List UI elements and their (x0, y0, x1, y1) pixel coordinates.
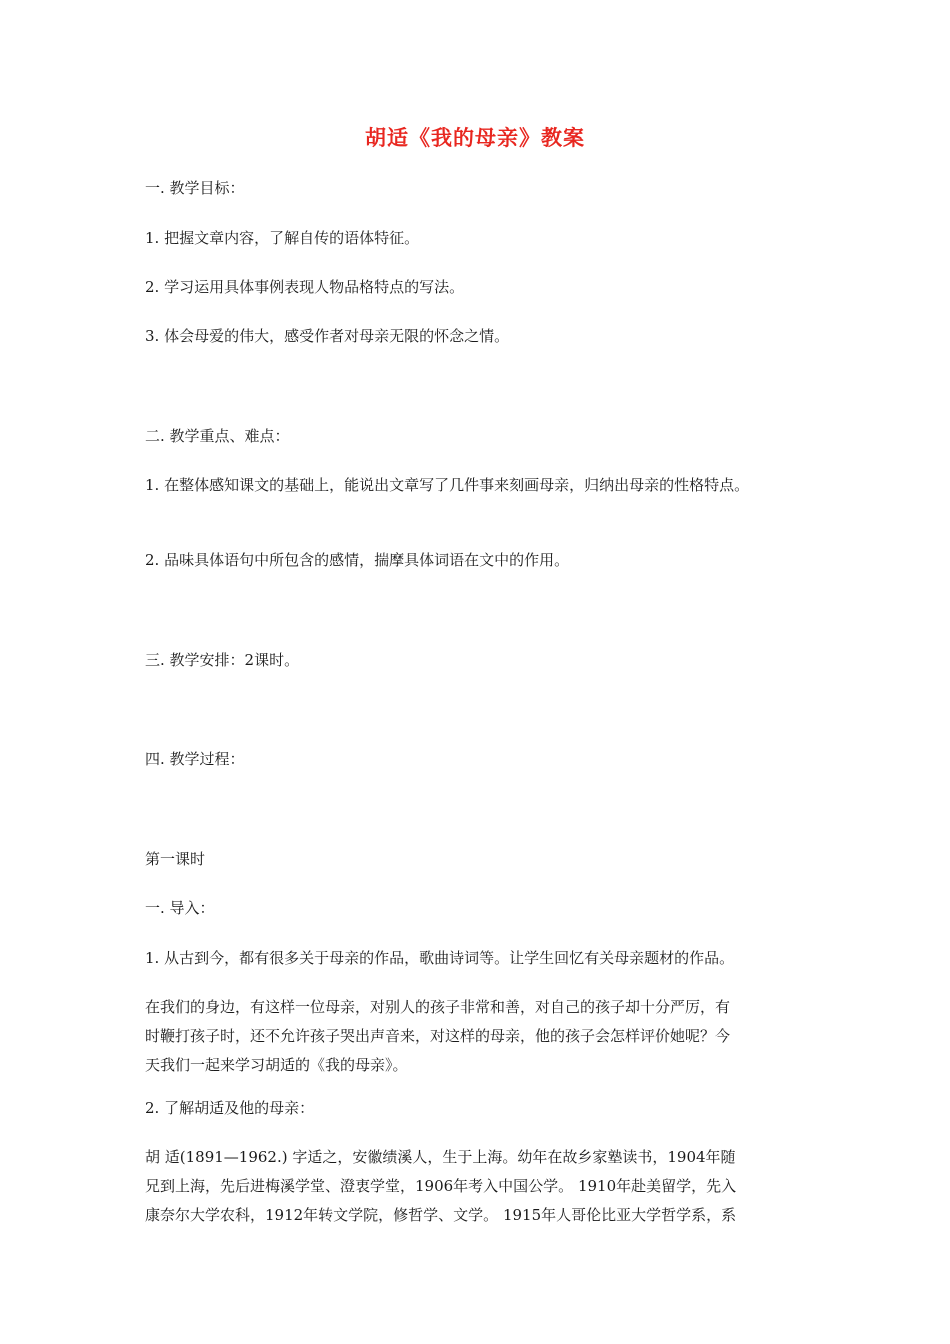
section-heading-key-points: 二. 教学重点、难点： (145, 427, 290, 445)
lesson-heading: 第一课时 (145, 850, 206, 868)
biography-paragraph (145, 1143, 805, 1230)
objective-item: 3. 体会母爱的伟大，感受作者对母亲无限的怀念之情。 (145, 327, 510, 345)
key-point-item: 1. 在整体感知课文的基础上，能说出文章写了几件事来刻画母亲，归纳出母亲的性格特点。 (145, 476, 750, 494)
objective-item: 2. 学习运用具体事例表现人物品格特点的写法。 (145, 278, 465, 296)
intro-item: 2. 了解胡适及他的母亲： (145, 1099, 315, 1117)
section-heading-objectives: 一. 教学目标： (145, 179, 245, 197)
intro-paragraph (145, 993, 805, 1080)
paragraph-line: 在我们的身边，有这样一位母亲，对别人的孩子非常和善，对自己的孩子却十分严厉，有 (145, 998, 731, 1016)
paragraph-line: 兄到上海，先后进梅溪学堂、澄衷学堂，1906年考入中国公学。 1910年赴美留学，先入 (145, 1177, 737, 1195)
objective-item: 1. 把握文章内容，了解自传的语体特征。 (145, 229, 420, 247)
document-title: 胡适《我的母亲》教案 (365, 125, 585, 150)
section-heading-process: 四. 教学过程： (145, 750, 245, 768)
subsection-heading-intro: 一. 导入： (145, 899, 215, 917)
paragraph-line: 胡 适(1891—1962.) 字适之，安徽绩溪人，生于上海。幼年在故乡家塾读书，1904年随 (145, 1148, 736, 1166)
paragraph-line: 康奈尔大学农科，1912年转文学院，修哲学、文学。 1915年人哥伦比亚大学哲学系，系 (145, 1206, 737, 1224)
intro-item: 1. 从古到今，都有很多关于母亲的作品，歌曲诗词等。让学生回忆有关母亲题材的作品。 (145, 949, 735, 967)
paragraph-line: 天我们一起来学习胡适的《我的母亲》。 (145, 1056, 408, 1074)
section-heading-schedule: 三. 教学安排：2课时。 (145, 651, 300, 669)
paragraph-line: 时鞭打孩子时，还不允许孩子哭出声音来，对这样的母亲，他的孩子会怎样评价她呢？今 (145, 1027, 731, 1045)
key-point-item: 2. 品味具体语句中所包含的感情，揣摩具体词语在文中的作用。 (145, 551, 570, 569)
